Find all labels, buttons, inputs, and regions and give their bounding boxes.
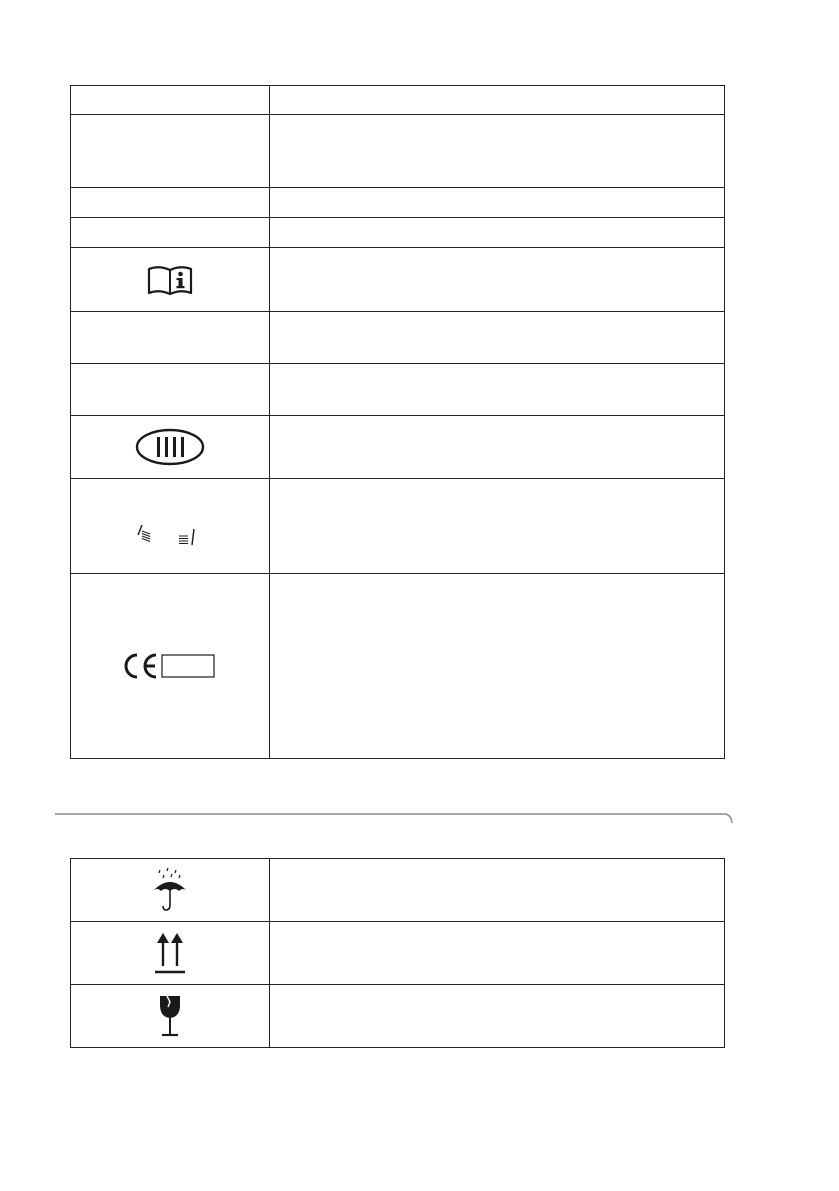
description-cell — [270, 574, 725, 759]
table-row — [71, 218, 725, 248]
symbol-cell — [71, 479, 270, 574]
symbol-cell — [71, 86, 270, 115]
symbol-cell — [71, 859, 270, 922]
symbol-cell — [71, 188, 270, 218]
this-way-up-icon — [152, 930, 188, 976]
description-cell — [270, 218, 725, 248]
description-cell — [270, 416, 725, 479]
symbol-cell — [71, 416, 270, 479]
table-row — [71, 416, 725, 479]
temperature-limit-icon — [130, 521, 210, 555]
table-row — [71, 922, 725, 985]
description-cell — [270, 188, 725, 218]
description-cell — [270, 86, 725, 115]
symbol-cell — [71, 248, 270, 312]
table-row — [71, 985, 725, 1048]
description-cell — [270, 364, 725, 416]
table-row — [71, 188, 725, 218]
description-cell — [270, 312, 725, 364]
symbol-cell — [71, 364, 270, 416]
table-row — [71, 479, 725, 574]
table-row — [71, 574, 725, 759]
table-row — [71, 115, 725, 188]
section-divider — [0, 811, 839, 835]
symbol-cell — [71, 985, 270, 1048]
description-cell — [270, 248, 725, 312]
table-row — [71, 859, 725, 922]
description-cell — [270, 479, 725, 574]
table-row — [71, 86, 725, 115]
description-cell — [270, 859, 725, 922]
fragile-glass-icon — [156, 993, 184, 1039]
keep-dry-umbrella-icon — [150, 867, 190, 913]
symbol-cell — [71, 218, 270, 248]
consult-instructions-icon — [146, 263, 194, 297]
batch-code-icon — [134, 427, 206, 467]
storage-symbols-table — [70, 858, 725, 1048]
table-row — [71, 248, 725, 312]
symbol-cell — [71, 922, 270, 985]
symbols-table — [70, 85, 725, 759]
ce-mark-icon — [118, 651, 222, 681]
description-cell — [270, 922, 725, 985]
description-cell — [270, 985, 725, 1048]
table-row — [71, 364, 725, 416]
description-cell — [270, 115, 725, 188]
symbol-cell — [71, 574, 270, 759]
symbol-cell — [71, 312, 270, 364]
symbol-cell — [71, 115, 270, 188]
table-row — [71, 312, 725, 364]
